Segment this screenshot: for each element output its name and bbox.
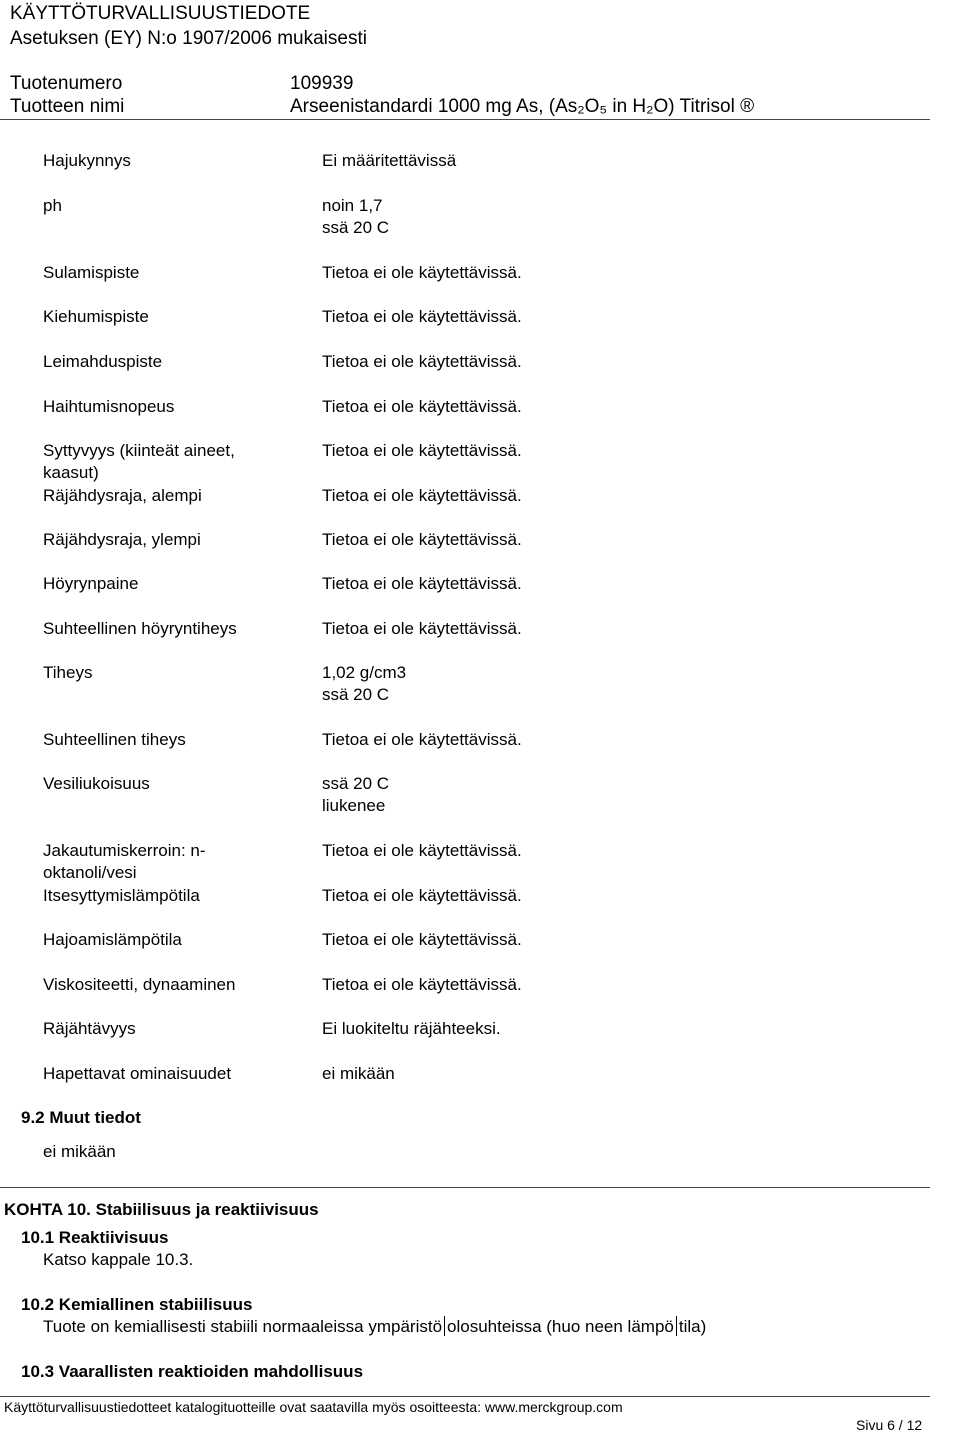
property-value: ei mikään <box>322 1064 395 1083</box>
text-part: Tuote on kemiallisesti stabiili normaaleissa ympäristö <box>43 1317 443 1336</box>
property-label: Sulamispiste <box>43 263 140 282</box>
property-value: Tietoa ei ole käytettävissä. <box>322 574 522 593</box>
property-value: Tietoa ei ole käytettävissä. <box>322 975 522 994</box>
footer-divider <box>0 1396 930 1397</box>
property-value: Tietoa ei ole käytettävissä. <box>322 886 522 905</box>
property-value: Tietoa ei ole käytettävissä. <box>322 930 522 949</box>
property-label: Syttyvyys (kiinteät aineet, <box>43 441 235 460</box>
section-divider <box>0 1187 930 1188</box>
property-label: Suhteellinen tiheys <box>43 730 186 749</box>
property-note: ssä 20 C <box>322 218 390 237</box>
property-label-continued: kaasut) <box>43 463 99 482</box>
property-label: Suhteellinen höyryntiheys <box>43 619 237 638</box>
property-label: Vesiliukoisuus <box>43 774 150 793</box>
property-label: Tiheys <box>43 663 93 682</box>
property-note: liukenee <box>322 796 386 815</box>
property-value: Tietoa ei ole käytettävissä. <box>322 486 522 505</box>
subsection-heading-10-3: 10.3 Vaarallisten reaktioiden mahdollisuus <box>21 1362 364 1381</box>
header-divider <box>0 119 930 120</box>
property-label: Haihtumisnopeus <box>43 397 175 416</box>
section-heading-9-2: 9.2 Muut tiedot <box>21 1108 141 1127</box>
property-value: Tietoa ei ole käytettävissä. <box>322 397 522 416</box>
property-label-continued: oktanoli/vesi <box>43 863 137 882</box>
property-label: Hapettavat ominaisuudet <box>43 1064 232 1083</box>
property-label: Leimahduspiste <box>43 352 163 371</box>
property-value: Tietoa ei ole käytettävissä. <box>322 263 522 282</box>
text-part: olosuhteissa (huo neen lämpö <box>447 1317 674 1336</box>
property-value: Ei määritettävissä <box>322 151 457 170</box>
property-value: Tietoa ei ole käytettävissä. <box>322 530 522 549</box>
property-value: Ei luokiteltu räjähteeksi. <box>322 1019 501 1038</box>
property-label: Hajukynnys <box>43 151 131 170</box>
property-label: Hajoamislämpötila <box>43 930 182 949</box>
footer-note: Käyttöturvallisuustiedotteet katalogituotteille ovat saatavilla myös osoitteesta: www.merckgroup.com <box>4 1399 623 1415</box>
property-value: Tietoa ei ole käytettävissä. <box>322 619 522 638</box>
property-value: ssä 20 C <box>322 774 390 793</box>
property-label: Jakautumiskerroin: n- <box>43 841 206 860</box>
section-heading-10: KOHTA 10. Stabiilisuus ja reaktiivisuus <box>4 1200 319 1219</box>
subsection-text-10-1: Katso kappale 10.3. <box>43 1250 194 1269</box>
property-value: Tietoa ei ole käytettävissä. <box>322 307 522 326</box>
subsection-text-10-2 <box>43 1316 706 1338</box>
subsection-heading-10-1: 10.1 Reaktiivisuus <box>21 1228 169 1247</box>
section-text-9-2: ei mikään <box>43 1142 116 1161</box>
document-subtitle: Asetuksen (EY) N:o 1907/2006 mukaisesti <box>10 28 367 49</box>
property-label: Itsesyttymislämpötila <box>43 886 200 905</box>
property-value: Tietoa ei ole käytettävissä. <box>322 441 522 460</box>
separator-bar <box>444 1316 445 1336</box>
page-number: Sivu 6 / 12 <box>856 1417 923 1433</box>
property-value: Tietoa ei ole käytettävissä. <box>322 841 522 860</box>
text-part: tila) <box>678 1317 707 1336</box>
property-label: Viskositeetti, dynaaminen <box>43 975 236 994</box>
property-label: Räjähdysraja, alempi <box>43 486 202 505</box>
product-number-label: Tuotenumero <box>10 73 123 94</box>
property-label: Räjähtävyys <box>43 1019 136 1038</box>
separator-bar <box>676 1316 677 1336</box>
product-number: 109939 <box>290 73 354 94</box>
document-title: KÄYTTÖTURVALLISUUSTIEDOTE <box>10 3 311 24</box>
property-label: Kiehumispiste <box>43 307 149 326</box>
property-value: Tietoa ei ole käytettävissä. <box>322 730 522 749</box>
property-label: Räjähdysraja, ylempi <box>43 530 201 549</box>
property-note: ssä 20 C <box>322 685 390 704</box>
product-name-label: Tuotteen nimi <box>10 96 125 117</box>
product-name: Arseenistandardi 1000 mg As, (As₂O₅ in H₂O) Titrisol ® <box>290 96 755 117</box>
property-value: 1,02 g/cm3 <box>322 663 407 682</box>
subsection-heading-10-2: 10.2 Kemiallinen stabiilisuus <box>21 1295 253 1314</box>
property-value: Tietoa ei ole käytettävissä. <box>322 352 522 371</box>
property-label: Höyrynpaine <box>43 574 139 593</box>
property-label: ph <box>43 196 62 215</box>
property-value: noin 1,7 <box>322 196 383 215</box>
